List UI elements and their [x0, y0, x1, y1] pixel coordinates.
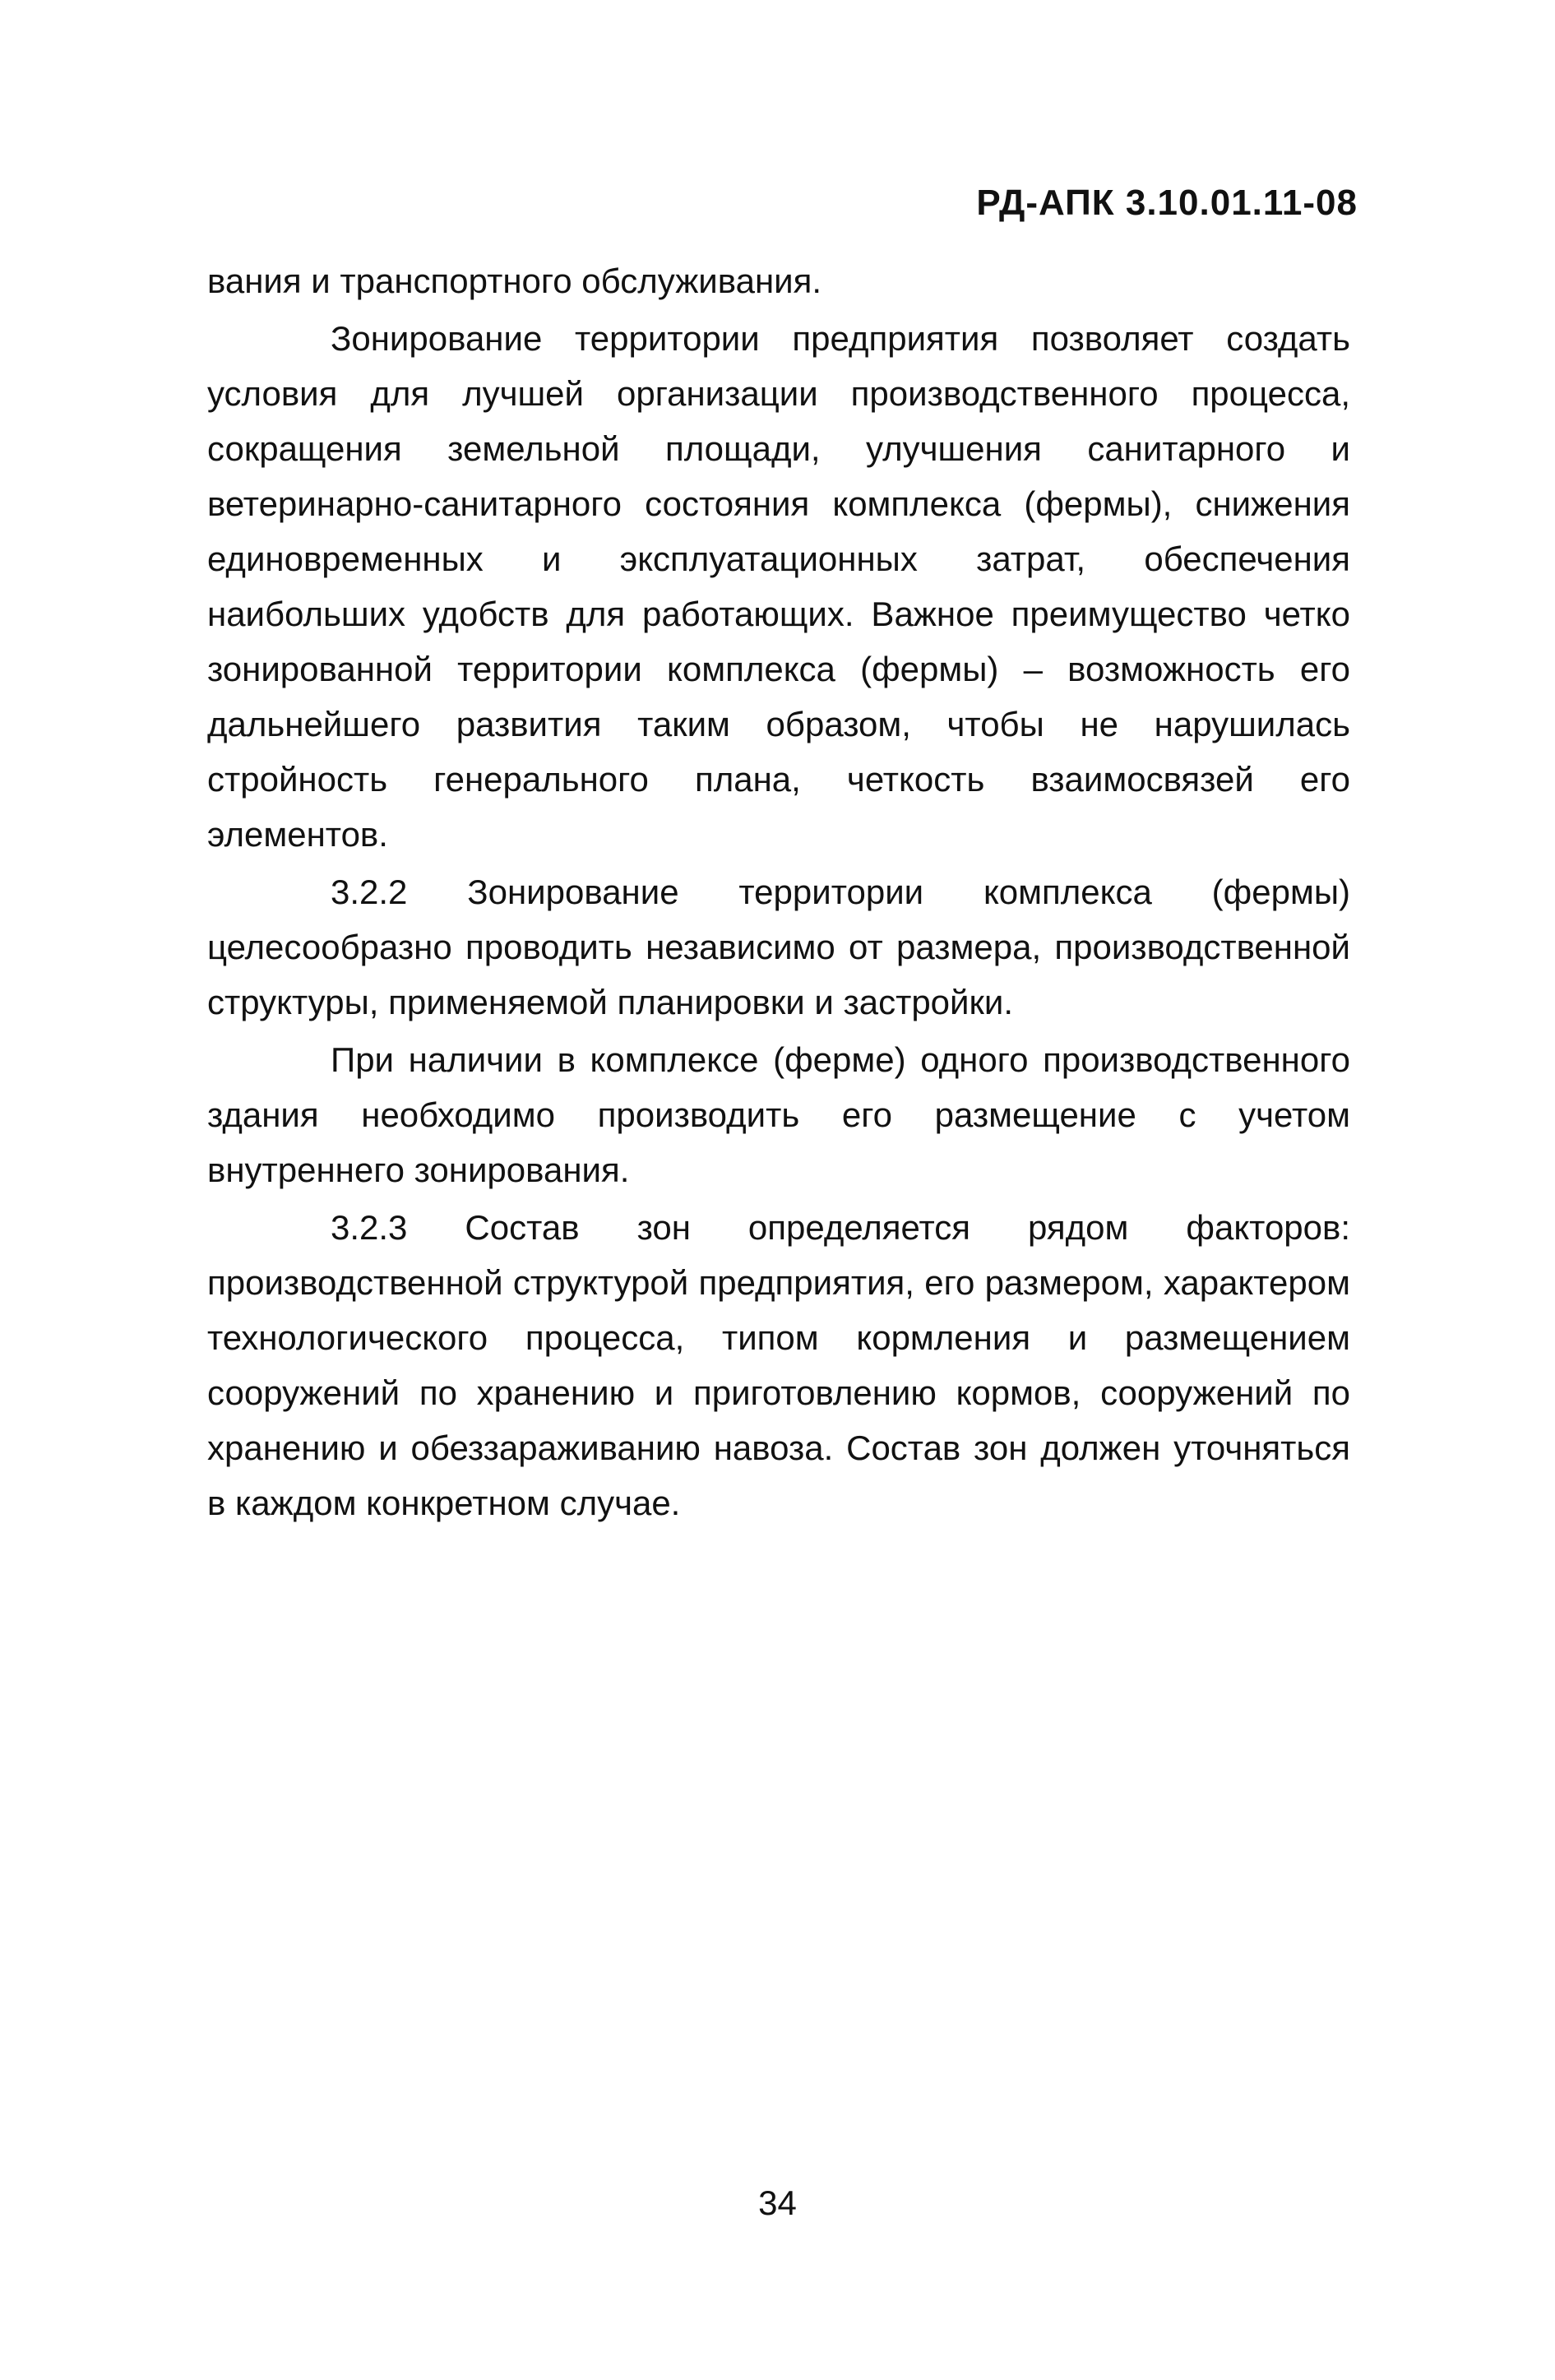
paragraph-3-2-2: 3.2.2 Зонирование территории комплекса (фермы) целесообразно проводить независимо от размера, производственной структуры, применяемой планировки и застройки.	[207, 873, 1350, 1021]
paragraph-single-building: При наличии в комплексе (ферме) одного производственного здания необходимо производить его размещение с учетом внутреннего зонирования.	[207, 1040, 1350, 1189]
body-text	[207, 253, 1350, 1530]
paragraph-zoning-benefits: Зонирование территории предприятия позволяет создать условия для лучшей организации производственного процесса, сокращения земельной площади, улучшения санитарного и ветеринарно-санитарного состояния комплекса (фермы), снижения единовременных и эксплуатационных затрат, обеспечения наибольших удобств для работающих. Важное преимущество четко зонированной территории комплекса (фермы) – возможность его дальнейшего развития таким образом, чтобы не нарушилась стройность генерального плана, четкость взаимосвязей его элементов.	[207, 319, 1350, 854]
paragraph-3-2-3: 3.2.3 Состав зон определяется рядом факторов: производственной структурой предприятия, его размером, характером технологического процесса, типом кормления и размещением сооружений по хранению и приготовлению кормов, сооружений по хранению и обеззараживанию навоза. Состав зон должен уточняться в каждом конкретном случае.	[207, 1208, 1350, 1522]
paragraph-continuation: вания и транспортного обслуживания.	[207, 262, 822, 300]
document-code: РД-АПК 3.10.01.11-08	[976, 183, 1358, 223]
page-number: 34	[758, 2183, 797, 2222]
